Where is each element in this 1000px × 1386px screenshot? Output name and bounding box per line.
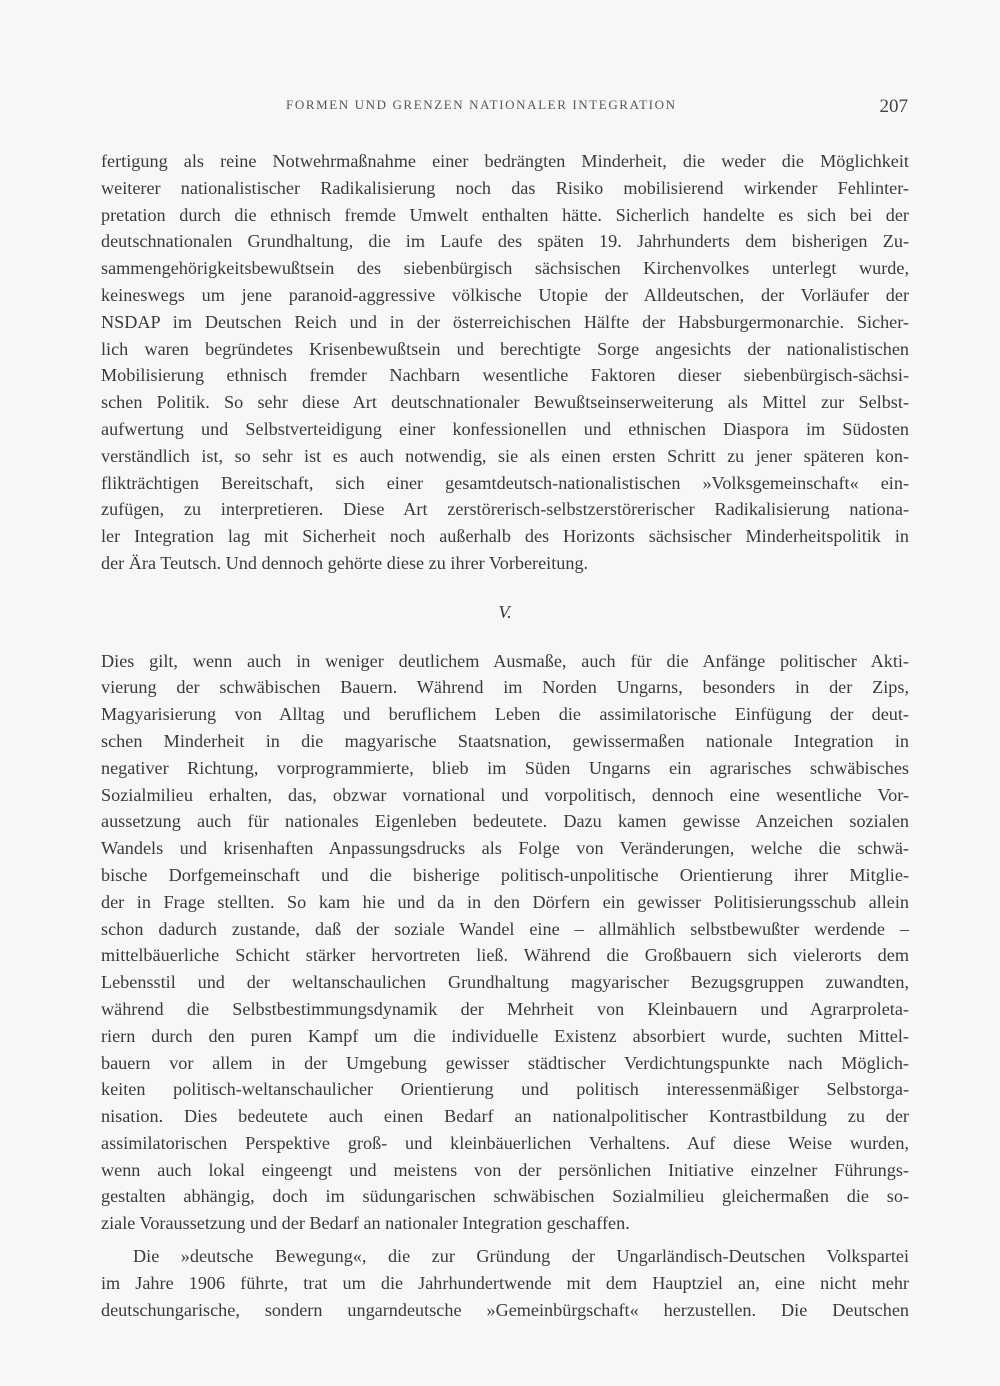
paragraph [101, 1243, 909, 1323]
text-line: während die Selbstbestimmungsdynamik der Mehrheit von Kleinbauern und Agrarproleta- [101, 998, 909, 1019]
text-line: aufwertung und Selbstverteidigung einer konfessionellen und ethnischen Diaspora im Südosten [101, 418, 909, 439]
text-line: aussetzung auch für nationales Eigenleben bedeutete. Dazu kamen gewisse Anzeichen sozialen [101, 811, 909, 832]
text-line: sammengehörigkeitsbewußtsein des siebenbürgisch sächsischen Kirchenvolkes unterlegt wurde, [101, 258, 909, 279]
text-line: bauern vor allem in der Umgebung gewisser städtischer Verdichtungspunkte nach Möglich- [101, 1052, 909, 1073]
text-line: gestalten abhängig, doch im südungarischen schwäbischen Sozialmilieu gleichermaßen die so- [101, 1186, 909, 1207]
text-line: schen Minderheit in die magyarische Staatsnation, gewissermaßen nationale Integration in [101, 730, 909, 751]
text-line: der in Frage stellten. So kam hie und da in den Dörfern ein gewisser Politisierungsschub allein [101, 891, 909, 912]
text-line: deutschungarische, sondern ungarndeutsche »Gemeinbürgschaft« herzustellen. Die Deutschen [101, 1299, 909, 1320]
running-title: FORMEN UND GRENZEN NATIONALER INTEGRATION [286, 97, 677, 112]
text-line: ler Integration lag mit Sicherheit noch außerhalb des Horizonts sächsischer Minderheitspolitik in [101, 526, 909, 547]
text-line: ziale Voraussetzung und der Bedarf an nationaler Integration geschaffen. [101, 1213, 630, 1234]
text-line: Mobilisierung ethnisch fremder Nachbarn wesentliche Faktoren dieser siebenbürgisch-sächsi- [101, 365, 909, 386]
text-line: Lebensstil und der weltanschaulichen Grundhaltung magyarischer Bezugsgruppen zuwandten, [101, 972, 909, 993]
text-line: wenn auch lokal eingeengt und meistens von der persönlichen Initiative einzelner Führungs- [101, 1159, 909, 1180]
text-line: vierung der schwäbischen Bauern. Während im Norden Ungarns, besonders in der Zips, [101, 677, 909, 698]
text-line: Dies gilt, wenn auch in weniger deutlichem Ausmaße, auch für die Anfänge politischer Akti- [101, 650, 909, 671]
text-line: der Ära Teutsch. Und dennoch gehörte diese zu ihrer Vorbereitung. [101, 552, 589, 573]
text-line: verständlich ist, so sehr ist es auch notwendig, sie als einen ersten Schritt zu jener späteren kon- [101, 445, 909, 466]
text-line: deutschnationalen Grundhaltung, die im Laufe des späten 19. Jahrhunderts dem bisherigen Zu- [101, 231, 909, 252]
text-line: negativer Richtung, vorprogrammierte, blieb im Süden Ungarns ein agrarisches schwäbisches [101, 757, 909, 778]
text-line: Die »deutsche Bewegung«, die zur Gründung der Ungarländisch-Deutschen Volkspartei [133, 1246, 909, 1267]
page-number: 207 [879, 96, 908, 117]
paragraph [101, 648, 909, 1238]
text-line: assimilatorischen Perspektive groß- und kleinbäuerlichen Verhaltens. Auf diese Weise wurden, [101, 1132, 909, 1153]
text-line: keineswegs um jene paranoid-aggressive völkische Utopie der Alldeutschen, der Vorläufer der [101, 284, 909, 305]
text-line: Sozialmilieu erhalten, das, obzwar vornational und vorpolitisch, dennoch eine wesentliche Vor- [101, 784, 909, 805]
text-line: schon dadurch zustande, daß der soziale Wandel eine – allmählich selbstbewußter werdende – [101, 918, 909, 939]
text-line: riern durch den puren Kampf um die individuelle Existenz absorbiert wurde, suchten Mittel- [101, 1025, 909, 1046]
text-line: keiten politisch-weltanschaulicher Orientierung und politisch interessenmäßiger Selbstorga- [101, 1079, 909, 1100]
text-line: Magyarisierung von Alltag und beruflichem Leben die assimilatorische Einfügung der deut- [101, 704, 909, 725]
text-line: weiterer nationalistischer Radikalisierung noch das Risiko mobilisierend wirkender Fehlinter- [101, 177, 909, 198]
section-heading: V. [498, 601, 512, 622]
text-line: im Jahre 1906 führte, trat um die Jahrhundertwende mit dem Hauptziel an, eine nicht mehr [101, 1272, 909, 1293]
text-line: zufügen, zu interpretieren. Diese Art zerstörerisch-selbstzerstörerischer Radikalisierung nationa- [101, 499, 909, 520]
paragraph [101, 148, 909, 577]
text-line: schen Politik. So sehr diese Art deutschnationaler Bewußtseinserweiterung als Mittel zur Selbst- [101, 392, 909, 413]
text-line: Wandels und krisenhaften Anpassungsdrucks als Folge von Veränderungen, welche die schwä- [101, 838, 909, 859]
text-line: mittelbäuerliche Schicht stärker hervortreten ließ. Während die Großbauern sich vielerorts dem [101, 945, 909, 966]
body-text [101, 148, 909, 1323]
text-line: flikträchtigen Bereitschaft, sich einer gesamtdeutsch-nationalistischen »Volksgemeinschaft« ein- [101, 472, 909, 493]
text-line: NSDAP im Deutschen Reich und in der österreichischen Hälfte der Habsburgermonarchie. Sicher- [101, 311, 909, 332]
text-line: lich waren begründetes Krisenbewußtsein und berechtigte Sorge angesichts der nationalistischen [101, 338, 909, 359]
text-line: fertigung als reine Notwehrmaßnahme einer bedrängten Minderheit, die weder die Möglichkeit [101, 151, 909, 171]
text-line: bische Dorfgemeinschaft und die bisherige politisch-unpolitische Orientierung ihrer Mitglie- [101, 864, 909, 885]
text-line: pretation durch die ethnisch fremde Umwelt enthalten hätte. Sicherlich handelte es sich bei der [101, 204, 909, 225]
text-line: nisation. Dies bedeutete auch einen Bedarf an nationalpolitischer Kontrastbildung zu der [101, 1106, 909, 1127]
